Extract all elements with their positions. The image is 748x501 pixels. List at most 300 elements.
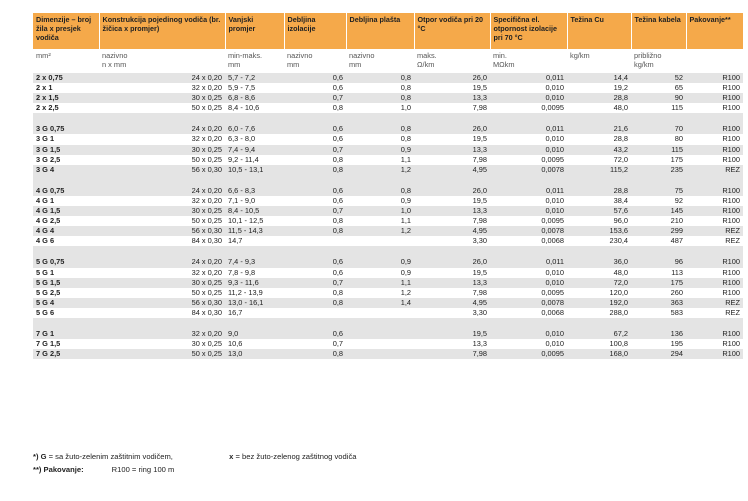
cell-packaging: R100 (686, 186, 743, 196)
cell-construction: 30 x 0,25 (99, 93, 225, 103)
cell-cable-weight: 70 (631, 124, 686, 134)
cable-spec-table (33, 13, 744, 359)
cell-resistivity: 0,0095 (541, 287, 564, 297)
cell-construction: 50 x 0,25 (191, 216, 222, 226)
cell-construction: 24 x 0,20 (99, 257, 225, 267)
cell-resistivity: 0,010 (545, 83, 564, 93)
cell-sheath: 0,8 (346, 73, 414, 83)
footnote-packaging-text: R100 = ring 100 m (111, 465, 175, 474)
cell-cu-weight: 28,8 (613, 134, 628, 144)
cell-resistance: 7,98 (472, 287, 487, 297)
cell-resistance: 13,3 (414, 93, 490, 103)
cell-cable-weight: 115 (671, 103, 683, 113)
cell-dimension: 5 G 1,5 (33, 278, 99, 288)
unit-cell: kg/km (570, 51, 590, 60)
cell-outer-diameter: 9,2 - 11,4 (228, 154, 259, 164)
cell-construction: 84 x 0,30 (191, 307, 222, 317)
cell-cu-weight: 19,2 (613, 83, 628, 93)
cell-sheath (346, 329, 414, 339)
cell-sheath: 0,8 (346, 93, 414, 103)
cell-cu-weight: 21,6 (567, 124, 631, 134)
table-row (33, 155, 743, 165)
cell-dimension: 2 x 0,75 (33, 73, 99, 83)
cell-construction: 24 x 0,20 (99, 124, 225, 134)
cell-cable-weight: 235 (631, 165, 686, 175)
cell-construction: 50 x 0,25 (191, 287, 222, 297)
cell-sheath: 0,8 (346, 124, 414, 134)
cell-cable-weight: 175 (631, 278, 686, 288)
footnote-x-text: = bez žuto-zelenog zaštitnog vodiča (233, 452, 357, 461)
cell-insulation: 0,7 (284, 278, 346, 288)
footnote-x-key: x (229, 452, 234, 461)
table-row (33, 268, 743, 278)
cell-outer-diameter: 8,4 - 10,5 (225, 206, 284, 216)
cell-packaging: REZ (686, 298, 743, 308)
cell-cu-weight: 168,0 (567, 349, 631, 359)
cell-outer-diameter: 11,2 - 13,9 (228, 287, 263, 297)
cell-packaging: R100 (686, 329, 743, 339)
cell-cu-weight: 230,4 (609, 236, 628, 246)
cell-dimension: 4 G 6 (36, 236, 55, 246)
cell-cable-weight: 195 (670, 339, 683, 349)
cell-construction: 56 x 0,30 (99, 226, 225, 236)
cell-resistance: 13,3 (414, 145, 490, 155)
cell-resistance: 13,3 (414, 206, 490, 216)
cell-outer-diameter: 7,1 - 9,0 (228, 195, 256, 205)
cell-outer-diameter: 7,4 - 9,3 (225, 257, 284, 267)
cell-resistance: 26,0 (414, 257, 490, 267)
cell-outer-diameter: 7,8 - 9,8 (228, 267, 256, 277)
cell-cable-weight: 175 (670, 154, 683, 164)
cell-construction: 50 x 0,25 (99, 349, 225, 359)
cell-cu-weight: 48,0 (613, 103, 628, 113)
cell-resistance: 7,98 (414, 349, 490, 359)
cell-construction: 56 x 0,30 (99, 298, 225, 308)
table-row (33, 339, 743, 349)
cell-outer-diameter: 14,7 (228, 236, 243, 246)
cell-resistance: 4,95 (414, 226, 490, 236)
cell-outer-diameter: 13,0 - 16,1 (225, 298, 284, 308)
header-construction: Konstrukcija pojedinog vodiča (br. žičica x promjer) (99, 13, 225, 49)
unit-cell: nazivno n x mm (102, 51, 128, 69)
header-cu-weight: Težina Cu (567, 13, 631, 49)
cell-resistance: 19,5 (472, 83, 487, 93)
header-outer-diameter: Vanjski promjer (225, 13, 284, 49)
cell-dimension: 5 G 4 (33, 298, 99, 308)
cell-outer-diameter: 9,3 - 11,6 (225, 278, 284, 288)
cell-resistivity: 0,010 (490, 93, 567, 103)
cell-cu-weight: 28,8 (567, 93, 631, 103)
cell-resistivity: 0,0078 (490, 165, 567, 175)
table-row (33, 278, 743, 288)
cell-resistance: 13,3 (414, 278, 490, 288)
cell-insulation: 0,7 (284, 93, 346, 103)
cell-outer-diameter: 5,7 - 7,2 (225, 73, 284, 83)
cell-cu-weight: 36,0 (567, 257, 631, 267)
cell-construction: 32 x 0,20 (191, 83, 222, 93)
cell-insulation: 0,6 (284, 186, 346, 196)
cell-dimension: 2 x 1,5 (33, 93, 99, 103)
cell-sheath: 1,1 (400, 154, 411, 164)
header-conductor-resistance: Otpor vodiča pri 20 °C (414, 13, 490, 49)
cell-resistivity: 0,010 (545, 339, 564, 349)
cell-resistivity: 0,011 (490, 257, 567, 267)
cell-dimension: 5 G 2,5 (36, 287, 61, 297)
table-row (33, 206, 743, 216)
cell-resistance: 7,98 (472, 216, 487, 226)
cell-sheath: 1,1 (346, 278, 414, 288)
table-row (33, 349, 743, 359)
cell-insulation: 0,8 (332, 216, 343, 226)
cell-cu-weight: 120,0 (609, 287, 628, 297)
cell-packaging: R100 (686, 257, 743, 267)
cell-sheath (346, 339, 414, 349)
cell-dimension: 5 G 6 (36, 307, 55, 317)
cell-packaging: REZ (686, 226, 743, 236)
header-dimensions: Dimenzije – broj žila x presjek vodiča (33, 13, 99, 49)
cell-cable-weight: 113 (671, 267, 683, 277)
cell-insulation (284, 236, 346, 246)
header-sheath-thickness: Debljina plašta (346, 13, 414, 49)
cell-construction: 24 x 0,20 (99, 186, 225, 196)
cell-dimension: 4 G 2,5 (36, 216, 61, 226)
cell-sheath: 1,4 (346, 298, 414, 308)
cell-construction: 32 x 0,20 (191, 267, 222, 277)
cell-cable-weight: 136 (631, 329, 686, 339)
cell-cu-weight: 14,4 (567, 73, 631, 83)
cell-resistivity: 0,010 (545, 195, 564, 205)
separator-cell (33, 175, 743, 186)
cell-packaging: R100 (686, 145, 743, 155)
unit-cell: min-maks. mm (228, 51, 263, 69)
cell-dimension: 3 G 0,75 (33, 124, 99, 134)
cell-packaging: REZ (725, 307, 740, 317)
cell-outer-diameter: 6,6 - 8,3 (225, 186, 284, 196)
table-row (33, 226, 743, 236)
cell-sheath: 1,2 (346, 226, 414, 236)
cell-sheath (346, 308, 414, 318)
cell-sheath: 1,2 (400, 287, 411, 297)
cell-resistivity: 0,0078 (490, 226, 567, 236)
cell-resistivity: 0,011 (490, 124, 567, 134)
cell-resistivity: 0,0068 (541, 236, 564, 246)
cell-sheath: 0,9 (400, 267, 411, 277)
header-cable-weight: Težina kabela (631, 13, 686, 49)
cell-outer-diameter: 6,0 - 7,6 (225, 124, 284, 134)
cell-insulation: 0,6 (284, 73, 346, 83)
table-row (33, 124, 743, 134)
cell-resistivity: 0,010 (545, 267, 564, 277)
cell-cable-weight: 80 (674, 134, 683, 144)
cell-construction: 32 x 0,20 (99, 329, 225, 339)
unit-cell: približno kg/km (634, 51, 662, 69)
cell-insulation: 0,8 (332, 103, 343, 113)
cell-resistivity: 0,0095 (541, 103, 564, 113)
cell-insulation: 0,6 (284, 124, 346, 134)
header-insulation-resistivity: Specifična el. otpornost izolacije pri 70 °C (490, 13, 567, 49)
cell-resistivity: 0,011 (490, 73, 567, 83)
group-separator (33, 318, 743, 329)
cell-cu-weight: 38,4 (613, 195, 628, 205)
table-row (33, 73, 743, 83)
cell-resistivity: 0,010 (490, 206, 567, 216)
cell-outer-diameter: 8,4 - 10,6 (228, 103, 260, 113)
cell-insulation: 0,8 (284, 165, 346, 175)
table-row (33, 196, 743, 206)
cell-packaging: R100 (722, 287, 740, 297)
footnote-conductor (33, 450, 713, 463)
cell-cable-weight: 294 (631, 349, 686, 359)
cell-cu-weight: 192,0 (567, 298, 631, 308)
cell-insulation: 0,7 (284, 145, 346, 155)
table-row (33, 186, 743, 196)
cell-resistance: 26,0 (414, 73, 490, 83)
cell-dimension: 2 x 2,5 (36, 103, 59, 113)
cell-cu-weight: 72,0 (567, 278, 631, 288)
cell-insulation: 0,8 (332, 287, 343, 297)
cell-packaging: R100 (722, 154, 740, 164)
cell-packaging: REZ (725, 236, 740, 246)
table-row (33, 83, 743, 93)
cell-cable-weight: 52 (631, 73, 686, 83)
cell-packaging: R100 (722, 83, 740, 93)
cell-cable-weight: 115 (631, 145, 686, 155)
table-row (33, 165, 743, 175)
cell-resistance: 26,0 (414, 186, 490, 196)
cell-construction: 24 x 0,20 (99, 73, 225, 83)
unit-cell: nazivno mm (287, 51, 313, 69)
unit-cell: maks. Ω/km (417, 51, 437, 69)
cell-cu-weight: 67,2 (567, 329, 631, 339)
cell-cu-weight: 28,8 (567, 186, 631, 196)
cell-dimension: 4 G 4 (33, 226, 99, 236)
cell-resistance: 7,98 (472, 103, 487, 113)
cell-cu-weight: 43,2 (567, 145, 631, 155)
unit-cell: mm² (36, 51, 51, 60)
table-row (33, 93, 743, 103)
cell-construction: 84 x 0,30 (191, 236, 222, 246)
cell-construction: 50 x 0,25 (191, 154, 222, 164)
separator-cell (33, 113, 743, 124)
cell-insulation (284, 308, 346, 318)
cell-construction: 30 x 0,25 (99, 278, 225, 288)
cell-cable-weight: 260 (670, 287, 683, 297)
cell-construction: 30 x 0,25 (99, 145, 225, 155)
cell-outer-diameter: 10,5 - 13,1 (225, 165, 284, 175)
cell-construction: 30 x 0,25 (99, 206, 225, 216)
unit-cell: min. MΩkm (493, 51, 515, 69)
cell-cable-weight: 487 (670, 236, 683, 246)
table-body (33, 73, 743, 359)
cell-dimension: 7 G 2,5 (33, 349, 99, 359)
cell-cu-weight: 72,0 (613, 154, 628, 164)
cell-insulation: 0,6 (332, 195, 343, 205)
cell-sheath: 1,0 (400, 103, 411, 113)
cell-outer-diameter: 6,8 - 8,6 (225, 93, 284, 103)
cell-packaging: R100 (722, 195, 740, 205)
cell-resistance: 26,0 (414, 124, 490, 134)
cell-sheath: 0,9 (346, 145, 414, 155)
cell-dimension: 3 G 2,5 (36, 154, 61, 164)
cell-resistivity: 0,0068 (541, 307, 564, 317)
footnote-g-key: *) G (33, 452, 47, 461)
cell-cable-weight: 75 (631, 186, 686, 196)
header-packaging: Pakovanje** (686, 13, 743, 49)
table-row (33, 257, 743, 267)
group-separator (33, 175, 743, 186)
cell-cu-weight: 153,6 (567, 226, 631, 236)
table-row (33, 308, 743, 318)
cell-resistance: 13,3 (472, 339, 487, 349)
cell-cable-weight: 92 (674, 195, 683, 205)
cell-insulation: 0,7 (332, 339, 343, 349)
cell-cable-weight: 145 (631, 206, 686, 216)
table-row (33, 134, 743, 144)
cell-packaging: R100 (722, 339, 740, 349)
group-separator (33, 246, 743, 257)
cell-insulation: 0,6 (332, 267, 343, 277)
cell-outer-diameter: 16,7 (228, 307, 243, 317)
cell-outer-diameter: 10,6 (228, 339, 243, 349)
footnote-packaging-key: **) Pakovanje: (33, 465, 84, 474)
cell-insulation: 0,6 (284, 257, 346, 267)
cell-outer-diameter: 11,5 - 14,3 (225, 226, 284, 236)
header-insulation-thickness: Debljina izolacije (284, 13, 346, 49)
cell-sheath: 0,8 (400, 83, 411, 93)
cell-resistivity: 0,010 (545, 134, 564, 144)
table-row (33, 298, 743, 308)
cell-dimension: 3 G 1,5 (33, 145, 99, 155)
cell-resistance: 7,98 (472, 154, 487, 164)
cell-cable-weight: 210 (670, 216, 683, 226)
cell-cable-weight: 583 (670, 307, 683, 317)
cell-construction: 32 x 0,20 (191, 195, 222, 205)
cell-resistance: 3,30 (472, 236, 487, 246)
cell-dimension: 4 G 0,75 (33, 186, 99, 196)
unit-cell (686, 49, 743, 73)
cell-outer-diameter: 6,3 - 8,0 (228, 134, 256, 144)
cell-packaging: R100 (686, 73, 743, 83)
cell-sheath (346, 349, 414, 359)
cell-packaging: R100 (722, 103, 740, 113)
cell-packaging: R100 (686, 93, 743, 103)
cell-packaging: R100 (722, 267, 740, 277)
cell-dimension: 4 G 1 (36, 195, 55, 205)
cell-cu-weight: 288,0 (609, 307, 628, 317)
cell-sheath: 0,8 (346, 186, 414, 196)
cell-construction: 30 x 0,25 (191, 339, 222, 349)
cell-sheath: 0,9 (400, 195, 411, 205)
cell-cable-weight: 65 (674, 83, 683, 93)
cable-spec-table-container (33, 13, 740, 359)
cell-packaging: R100 (722, 134, 740, 144)
table-row (33, 145, 743, 155)
cell-resistivity: 0,010 (490, 145, 567, 155)
table-row (33, 216, 743, 226)
cell-packaging: R100 (686, 124, 743, 134)
unit-cell: nazivno mm (349, 51, 375, 69)
cell-resistance: 19,5 (414, 329, 490, 339)
cell-cu-weight: 100,8 (609, 339, 628, 349)
cell-cu-weight: 115,2 (567, 165, 631, 175)
cell-packaging: R100 (686, 278, 743, 288)
units-row (33, 49, 743, 73)
cell-cable-weight: 90 (631, 93, 686, 103)
table-row (33, 236, 743, 246)
cell-packaging: R100 (686, 349, 743, 359)
footnote-packaging (33, 463, 713, 476)
cell-sheath: 1,1 (400, 216, 411, 226)
cell-dimension: 2 x 1 (36, 83, 53, 93)
separator-cell (33, 246, 743, 257)
cell-resistance: 19,5 (472, 134, 487, 144)
cell-outer-diameter: 9,0 (225, 329, 284, 339)
cell-insulation: 0,8 (332, 154, 343, 164)
cell-construction: 32 x 0,20 (191, 134, 222, 144)
cell-construction: 50 x 0,25 (191, 103, 222, 113)
cell-insulation: 0,8 (284, 298, 346, 308)
group-separator (33, 113, 743, 124)
cell-resistivity: 0,0095 (490, 349, 567, 359)
cell-resistivity: 0,011 (490, 186, 567, 196)
cell-dimension: 5 G 0,75 (33, 257, 99, 267)
cell-cable-weight: 299 (631, 226, 686, 236)
cell-insulation: 0,6 (332, 134, 343, 144)
cell-cu-weight: 96,0 (613, 216, 628, 226)
cell-outer-diameter: 7,4 - 9,4 (225, 145, 284, 155)
cell-dimension: 3 G 4 (33, 165, 99, 175)
cell-dimension: 3 G 1 (36, 134, 55, 144)
cell-insulation: 0,6 (332, 83, 343, 93)
cell-outer-diameter: 5,9 - 7,5 (228, 83, 256, 93)
cell-resistance: 3,30 (472, 307, 487, 317)
cell-resistance: 19,5 (472, 195, 487, 205)
cell-dimension: 7 G 1,5 (36, 339, 61, 349)
cell-insulation: 0,7 (284, 206, 346, 216)
cell-cu-weight: 48,0 (613, 267, 628, 277)
footnote-g-text: = sa žuto-zelenim zaštitnim vodičem, (46, 452, 173, 461)
cell-outer-diameter: 13,0 (225, 349, 284, 359)
cell-insulation: 0,8 (284, 349, 346, 359)
cell-dimension: 4 G 1,5 (33, 206, 99, 216)
cell-packaging: R100 (722, 216, 740, 226)
cell-resistance: 19,5 (472, 267, 487, 277)
cell-sheath: 0,8 (400, 134, 411, 144)
cell-insulation: 0,6 (284, 329, 346, 339)
separator-cell (33, 318, 743, 329)
table-row (33, 288, 743, 298)
cell-packaging: REZ (686, 165, 743, 175)
cell-resistivity: 0,0078 (490, 298, 567, 308)
cell-resistance: 4,95 (414, 165, 490, 175)
table-row (33, 103, 743, 113)
cell-construction: 56 x 0,30 (99, 165, 225, 175)
cell-cu-weight: 57,6 (567, 206, 631, 216)
footnotes (33, 450, 713, 476)
cell-cable-weight: 363 (631, 298, 686, 308)
cell-packaging: R100 (686, 206, 743, 216)
cell-resistivity: 0,0095 (541, 154, 564, 164)
cell-resistivity: 0,010 (490, 278, 567, 288)
cell-dimension: 7 G 1 (33, 329, 99, 339)
cell-sheath: 1,2 (346, 165, 414, 175)
cell-outer-diameter: 10,1 - 12,5 (228, 216, 264, 226)
cell-sheath (346, 236, 414, 246)
cell-dimension: 5 G 1 (36, 267, 55, 277)
cell-sheath: 0,9 (346, 257, 414, 267)
cell-sheath: 1,0 (346, 206, 414, 216)
cell-resistivity: 0,0095 (541, 216, 564, 226)
